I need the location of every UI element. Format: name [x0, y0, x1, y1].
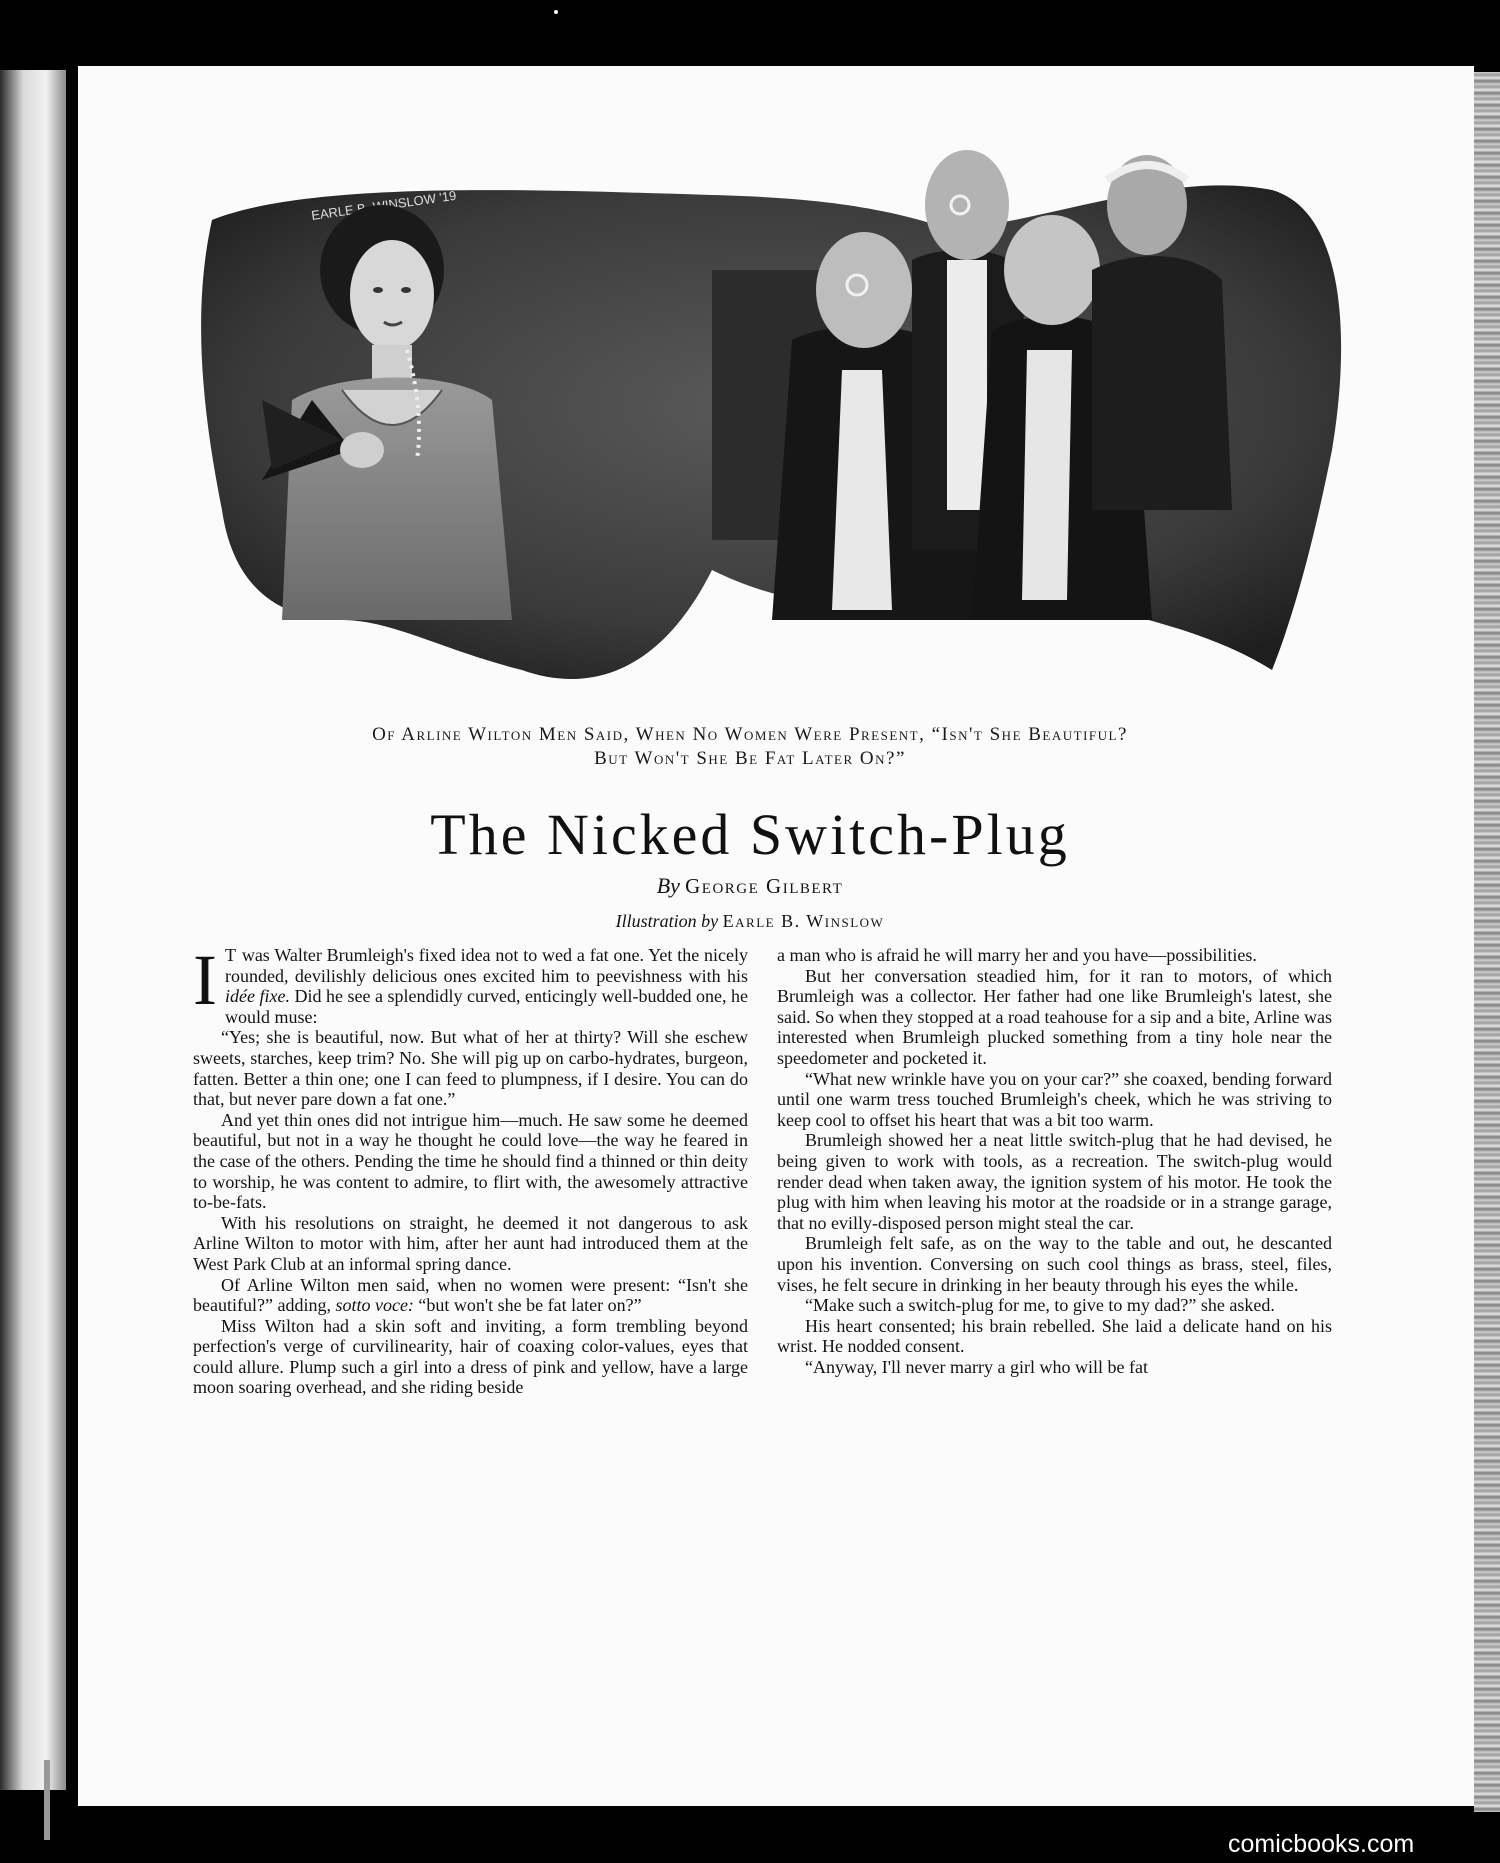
paragraph [193, 940, 748, 1027]
paragraph-text: Of Arline Wilton men said, when no women were present: “Isn't she beautiful?” adding, [193, 1274, 748, 1316]
paragraph: a man who is afraid he will marry her and you have—possibilities. [777, 945, 1257, 965]
scan-speck [554, 10, 558, 14]
caption-line-1: Of Arline Wilton Men Said, When No Women Were Present, “Isn't She Beautiful? [372, 724, 1128, 745]
byline [150, 872, 1350, 900]
paragraph: “Make such a switch-plug for me, to give to my dad?” she asked. [805, 1295, 1275, 1316]
paragraph [193, 1275, 748, 1316]
page-stack-edge [1474, 72, 1500, 1812]
paragraph: “Anyway, I'll never marry a girl who will be fat [805, 1356, 1148, 1377]
paragraph: “Yes; she is beautiful, now. But what of her at thirty? Will she eschew sweets, starches, keep trim? No. She will pig up on carbo-hydrates, burgeon, fatten. Better a thin one; one I can feed to plumpness, if I desire. You can do that, but never pare down a fat one.” [193, 1027, 748, 1110]
paragraph-text: “but won't she be fat later on?” [413, 1295, 642, 1316]
facing-page-edge [0, 70, 66, 1790]
illustration-credit [150, 908, 1350, 934]
paragraph-text: was Walter Brumleigh's fixed idea not to wed a fat one. Yet the nicely rounded, devilishly delicious ones excited him to peevishness with his [224, 945, 748, 986]
paragraph: His heart consented; his brain rebelled. She laid a delicate hand on his wrist. He nodded consent. [777, 1315, 1332, 1357]
text-column-right [777, 945, 1332, 1377]
site-watermark: comicbooks.com [1228, 1830, 1415, 1858]
first-letter-rest: T [224, 945, 237, 965]
illustration-credit-prefix: Illustration by [615, 911, 719, 931]
illustration-caption [150, 723, 1350, 771]
text-column-left [193, 940, 748, 1398]
illustrator-name: Earle B. Winslow [722, 911, 885, 931]
paragraph: Miss Wilton had a skin soft and inviting, a form trembling beyond perfection's verge of curvilinearity, hair of coaxing color-values, eyes that could allure. Plump such a girl into a dress of pink and yellow, have a large moon soaring overhead, and she riding beside [193, 1315, 748, 1398]
paragraph: And yet thin ones did not intrigue him—much. He saw some he deemed beautiful, but not in a way he thought he could love—the way he feared in the case of the others. Pending the time he should find a thinned or thin deity to worship, he was content to admire, to flirt with, the awesomely attractive to-be-fats. [193, 1109, 748, 1213]
paragraph-text: Did he see a splendidly curved, enticingly well-budded one, he would muse: [224, 986, 748, 1027]
caption-line-2: But Won't She Be Fat Later On?” [594, 748, 906, 769]
drop-cap: I [193, 940, 217, 1020]
article-title: The Nicked Switch-Plug [430, 802, 1070, 867]
illustration-drawing [192, 150, 1352, 695]
italic-phrase: sotto voce: [335, 1295, 414, 1316]
paragraph: Brumleigh showed her a neat little switch-plug that he had devised, he being given to work with tools, as a recreation. The switch-plug would render dead when taken away, the ignition system of his motor. He took the plug with him when leaving his motor at the roadside or in a strange garage, that no evilly-disposed person might steal the car. [777, 1130, 1332, 1233]
author-name: George Gilbert [685, 874, 844, 898]
paragraph: With his resolutions on straight, he deemed it not dangerous to ask Arline Wilton to motor with him, after her aunt had introduced them at the West Park Club at an informal spring dance. [193, 1212, 748, 1274]
artist-signature: EARLE WINSLOW '19 [310, 187, 458, 223]
binding-mark [44, 1760, 50, 1840]
italic-phrase: idée fixe. [224, 986, 290, 1007]
byline-prefix: By [656, 873, 680, 898]
paragraph: But her conversation steadied him, for it ran to motors, of which Brumleigh was a collector. Her father had one like Brumleigh's latest, she said. So when they stopped at a road teahouse for a sip and a bite, Arline was interested when Brumleigh plucked something from a tiny hole near the speedometer and pocketed it. [777, 965, 1332, 1068]
story-illustration [192, 150, 1352, 695]
paragraph: “What new wrinkle have you on your car?” she coaxed, bending forward until one warm tress touched Brumleigh's cheek, which he was striving to keep cool to offset his heart that was a bit too warm. [777, 1068, 1332, 1130]
paragraph: Brumleigh felt safe, as on the way to the table and out, he descanted upon his invention. Conversing on such cool things as brass, steel, files, vises, he felt secure in drinking in her beauty through his eyes the while. [777, 1233, 1332, 1295]
